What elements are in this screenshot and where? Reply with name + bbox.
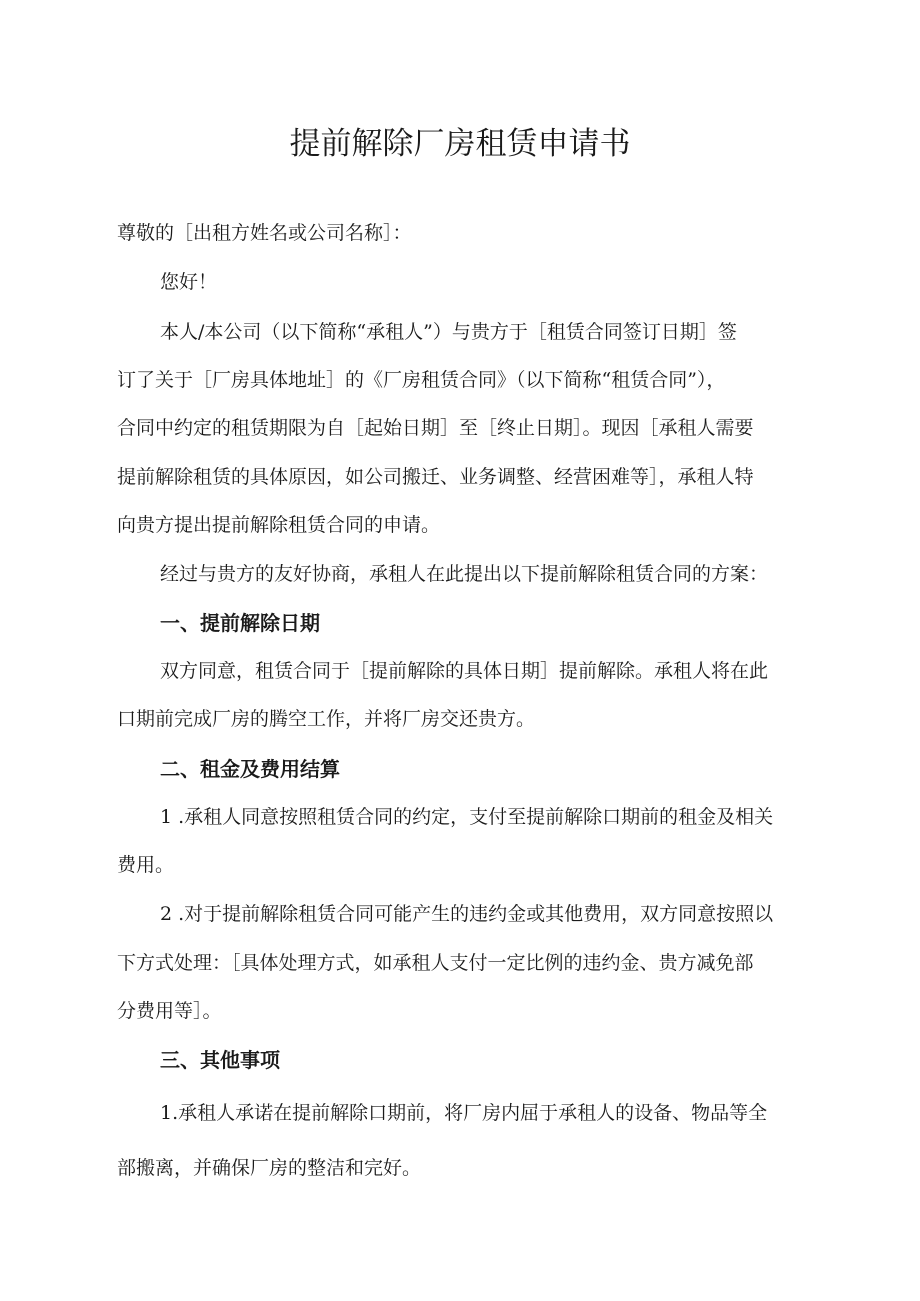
proposal-intro: 经过与贵方的友好协商，承租人在此提出以下提前解除租赁合同的方案： bbox=[160, 563, 769, 585]
intro-line-2: 订了关于［厂房具体地址］的《厂房租赁合同》（以下简称“租赁合同”）， bbox=[117, 369, 726, 391]
intro-line-4: 提前解除租赁的具体原因，如公司搬迁、业务调整、经营困难等］，承租人特 bbox=[117, 466, 754, 488]
intro-line-1: 本人/本公司（以下简称“承租人”）与贵方于［租赁合同签订日期］签 bbox=[160, 321, 737, 343]
section-2-item-2-line-2: 下方式处理：［具体处理方式，如承租人支付一定比例的违约金、贵方减免部 bbox=[117, 952, 754, 974]
section-2-item-2-line-3: 分费用等］。 bbox=[117, 1000, 222, 1022]
salutation: 尊敬的［出租方姓名或公司名称］： bbox=[117, 222, 412, 244]
section-2-item-1-line-2: 费用。 bbox=[117, 854, 175, 876]
greeting: 您好！ bbox=[160, 271, 218, 293]
section-1-line-2: 口期前完成厂房的腾空工作，并将厂房交还贵方。 bbox=[117, 708, 536, 730]
section-2-heading: 二、租金及费用结算 bbox=[160, 757, 340, 781]
section-3-item-1-line-2: 部搬离，并确保厂房的整洁和完好。 bbox=[117, 1157, 422, 1179]
section-1-line-1: 双方同意，租赁合同于［提前解除的具体日期］提前解除。承租人将在此 bbox=[160, 660, 769, 682]
intro-line-3: 合同中约定的租赁期限为自［起始日期］至［终止日期］。现因［承租人需要 bbox=[117, 417, 754, 439]
document-title: 提前解除厂房租赁申请书 bbox=[289, 126, 631, 162]
section-3-item-1-line-1: 1.承租人承诺在提前解除口期前，将厂房内屈于承租人的设备、物品等全 bbox=[160, 1102, 768, 1124]
section-1-heading: 一、提前解除日期 bbox=[160, 611, 320, 635]
section-2-item-1-line-1: 1 .承租人同意按照租赁合同的约定，支付至提前解除口期前的租金及相关 bbox=[160, 806, 774, 828]
section-3-heading: 三、其他事项 bbox=[160, 1048, 280, 1072]
section-2-item-2-line-1: 2 .对于提前解除租赁合同可能产生的违约金或其他费用，双方同意按照以 bbox=[160, 903, 774, 925]
intro-line-5: 向贵方提出提前解除租赁合同的申请。 bbox=[117, 514, 441, 536]
